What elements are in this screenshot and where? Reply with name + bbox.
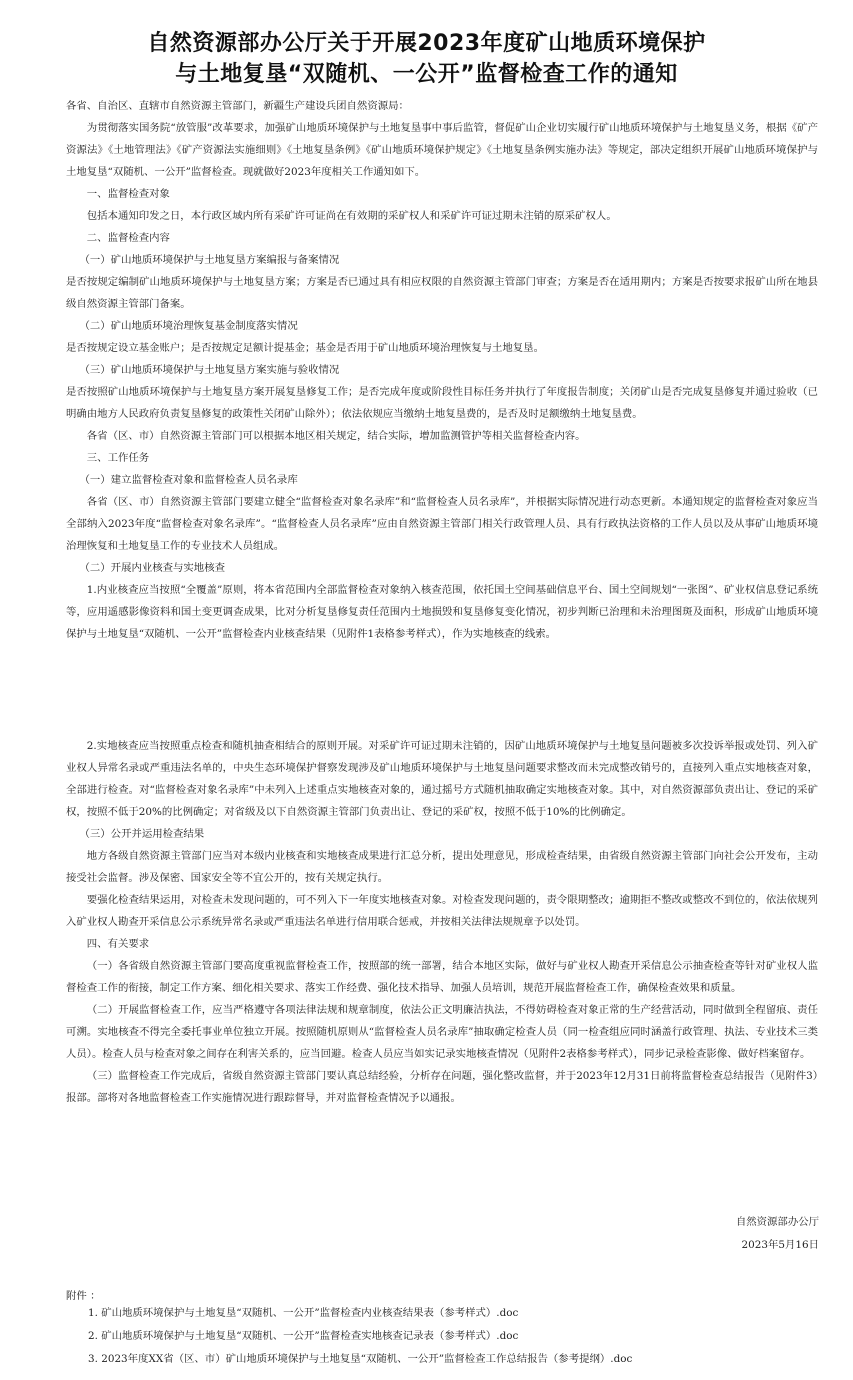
body-paragraph: 地方各级自然资源主管部门应当对本级内业核查和实地核查成果进行汇总分析，提出处理意见，形成检查结果，由省级自然资源主管部门向社会公开发布，主动接受社会监督。涉及保密、国家安全等不宜公开的，按有关规定执行。 — [66, 850, 818, 884]
body-paragraph: （二）开展内业核查与实地核查 — [79, 562, 225, 574]
body-paragraph: （二）矿山地质环境治理恢复基金制度落实情况 — [79, 320, 298, 332]
signature-date: 2023年5月16日 — [741, 1239, 819, 1251]
attachment-link-2[interactable]: 2. 矿山地质环境保护与土地复垦“双随机、一公开”监督检查实地核查记录表（参考样式）.doc — [88, 1330, 519, 1342]
attachment-link-1[interactable]: 1. 矿山地质环境保护与土地复垦“双随机、一公开”监督检查内业核查结果表（参考样式）.doc — [88, 1307, 519, 1319]
body-paragraph: 是否按照矿山地质环境保护与土地复垦方案开展复垦修复工作；是否完成年度或阶段性目标任务并执行了年度报告制度；关闭矿山是否完成复垦修复并通过验收（已明确由地方人民政府负责复垦修复的政策性关闭矿山除外）；依法依规应当缴纳土地复垦费的，是否及时足额缴纳土地复垦费。 — [66, 386, 818, 420]
body-paragraph: 一、监督检查对象 — [86, 188, 170, 200]
body-paragraph: 三、工作任务 — [86, 452, 150, 464]
body-paragraph: （一）建立监督检查对象和监督检查人员名录库 — [79, 474, 298, 486]
attachment-link-3[interactable]: 3. 2023年度XX省（区、市）矿山地质环境保护与土地复垦“双随机、一公开”监督检查工作总结报告（参考提纲）.doc — [88, 1353, 633, 1365]
body-paragraph: 是否按规定编制矿山地质环境保护与土地复垦方案；方案是否已通过具有相应权限的自然资源主管部门审查；方案是否在适用期内；方案是否按要求报矿山所在地县级自然资源主管部门备案。 — [66, 276, 818, 310]
body-paragraph: 各省（区、市）自然资源主管部门要建立健全“监督检查对象名录库”和“监督检查人员名录库”，并根据实际情况进行动态更新。本通知规定的监督检查对象应当全部纳入2023年度“监督检查对象名录库”。“监督检查人员名录库”应由自然资源主管部门相关行政管理人员、具有行政执法资格的工作人员以及从事矿山地质环境治理恢复和土地复垦工作的专业技术人员组成。 — [66, 496, 818, 552]
signature-organization: 自然资源部办公厅 — [735, 1216, 819, 1228]
body-paragraph: （一）矿山地质环境保护与土地复垦方案编报与备案情况 — [79, 254, 340, 266]
body-paragraph: （一）各省级自然资源主管部门要高度重视监督检查工作，按照部的统一部署，结合本地区实际，做好与矿业权人勘查开采信息公示抽查检查等针对矿业权人监督检查工作的衔接，制定工作方案、细化相关要求、落实工作经费、强化技术指导、加强人员培训，规范开展监督检查工作，确保检查效果和质量。 — [66, 960, 818, 994]
document-title-line-1: 自然资源部办公厅关于开展2023年度矿山地质环境保护 — [147, 31, 706, 56]
body-paragraph: 四、有关要求 — [86, 938, 150, 950]
document-title-line-2: 与土地复垦“双随机、一公开”监督检查工作的通知 — [175, 62, 678, 87]
body-paragraph: 包括本通知印发之日，本行政区域内所有采矿许可证尚在有效期的采矿权人和采矿许可证过期未注销的原采矿权人。 — [86, 210, 617, 222]
body-paragraph: 二、监督检查内容 — [86, 232, 170, 244]
body-paragraph: （二）开展监督检查工作，应当严格遵守各项法律法规和规章制度，依法公正文明廉洁执法，不得妨碍检查对象正常的生产经营活动，同时做到全程留痕、责任可溯。实地核查不得完全委托事业单位独立开展。按照随机原则从“监督检查人员名录库”抽取确定检查人员（同一检查组应同时涵盖行政管理、执法、专业技术三类人员）。检查人员与检查对象之间存在利害关系的，应当回避。检查人员应当如实记录实地核查情况（见附件2表格参考样式），同步记录检查影像、做好档案留存。 — [66, 1004, 818, 1060]
body-paragraph: （三）公开并运用检查结果 — [79, 828, 205, 840]
body-paragraph: 要强化检查结果运用，对检查未发现问题的，可不列入下一年度实地核查对象。对检查发现问题的，责令限期整改；逾期拒不整改或整改不到位的，依法依规列入矿业权人勘查开采信息公示系统异常名录或严重违法名单进行信用联合惩戒，并按相关法律法规规章予以处罚。 — [66, 894, 818, 928]
body-paragraph: 2.实地核查应当按照重点检查和随机抽查相结合的原则开展。对采矿许可证过期未注销的，因矿山地质环境保护与土地复垦问题被多次投诉举报或处罚、列入矿业权人异常名录或严重违法名单的，中央生态环境保护督察发现涉及矿山地质环境保护与土地复垦问题要求整改而未完成整改销号的，直接列入重点实地核查对象，全部进行检查。对“监督检查对象名录库”中未列入上述重点实地核查对象的，通过摇号方式随机抽取确定实地核查对象。其中，对自然资源部负责出让、登记的采矿权，按照不低于20%的比例确定；对省级及以下自然资源主管部门负责出让、登记的采矿权，按照不低于10%的比例确定。 — [66, 740, 818, 818]
attachments-label: 附件 ： — [66, 1290, 101, 1302]
body-paragraph: 为贯彻落实国务院“放管服”改革要求，加强矿山地质环境保护与土地复垦事中事后监管，督促矿山企业切实履行矿山地质环境保护与土地复垦义务，根据《矿产资源法》《土地管理法》《矿产资源法实施细则》《土地复垦条例》《矿山地质环境保护规定》《土地复垦条例实施办法》等规定，部决定组织开展矿山地质环境保护与土地复垦“双随机、一公开”监督检查。现就做好2023年度相关工作通知如下。 — [66, 122, 818, 178]
body-paragraph: 是否按规定设立基金账户；是否按规定足额计提基金；基金是否用于矿山地质环境治理恢复与土地复垦。 — [66, 342, 544, 354]
body-paragraph: （三）矿山地质环境保护与土地复垦方案实施与验收情况 — [79, 364, 340, 376]
document-body — [66, 95, 818, 1109]
blank-spacer — [66, 645, 818, 735]
body-paragraph: 各省、自治区、直辖市自然资源主管部门，新疆生产建设兵团自然资源局： — [66, 100, 409, 112]
body-paragraph: （三）监督检查工作完成后，省级自然资源主管部门要认真总结经验，分析存在问题，强化整改监督，并于2023年12月31日前将监督检查总结报告（见附件3）报部。部将对各地监督检查工作实施情况进行跟踪督导，并对监督检查情况予以通报。 — [66, 1070, 818, 1104]
body-paragraph: 各省（区、市）自然资源主管部门可以根据本地区相关规定，结合实际，增加监测管护等相关监督检查内容。 — [86, 430, 586, 442]
body-paragraph: 1.内业核查应当按照“全覆盖”原则，将本省范围内全部监督检查对象纳入核查范围，依托国土空间基础信息平台、国土空间规划“一张图”、矿业权信息登记系统等，应用遥感影像资料和国土变更调查成果，比对分析复垦修复责任范围内土地损毁和复垦修复变化情况，初步判断已治理和未治理图斑及面积，形成矿山地质环境保护与土地复垦“双随机、一公开”监督检查内业核查结果（见附件1表格参考样式），作为实地核查的线索。 — [66, 584, 818, 640]
